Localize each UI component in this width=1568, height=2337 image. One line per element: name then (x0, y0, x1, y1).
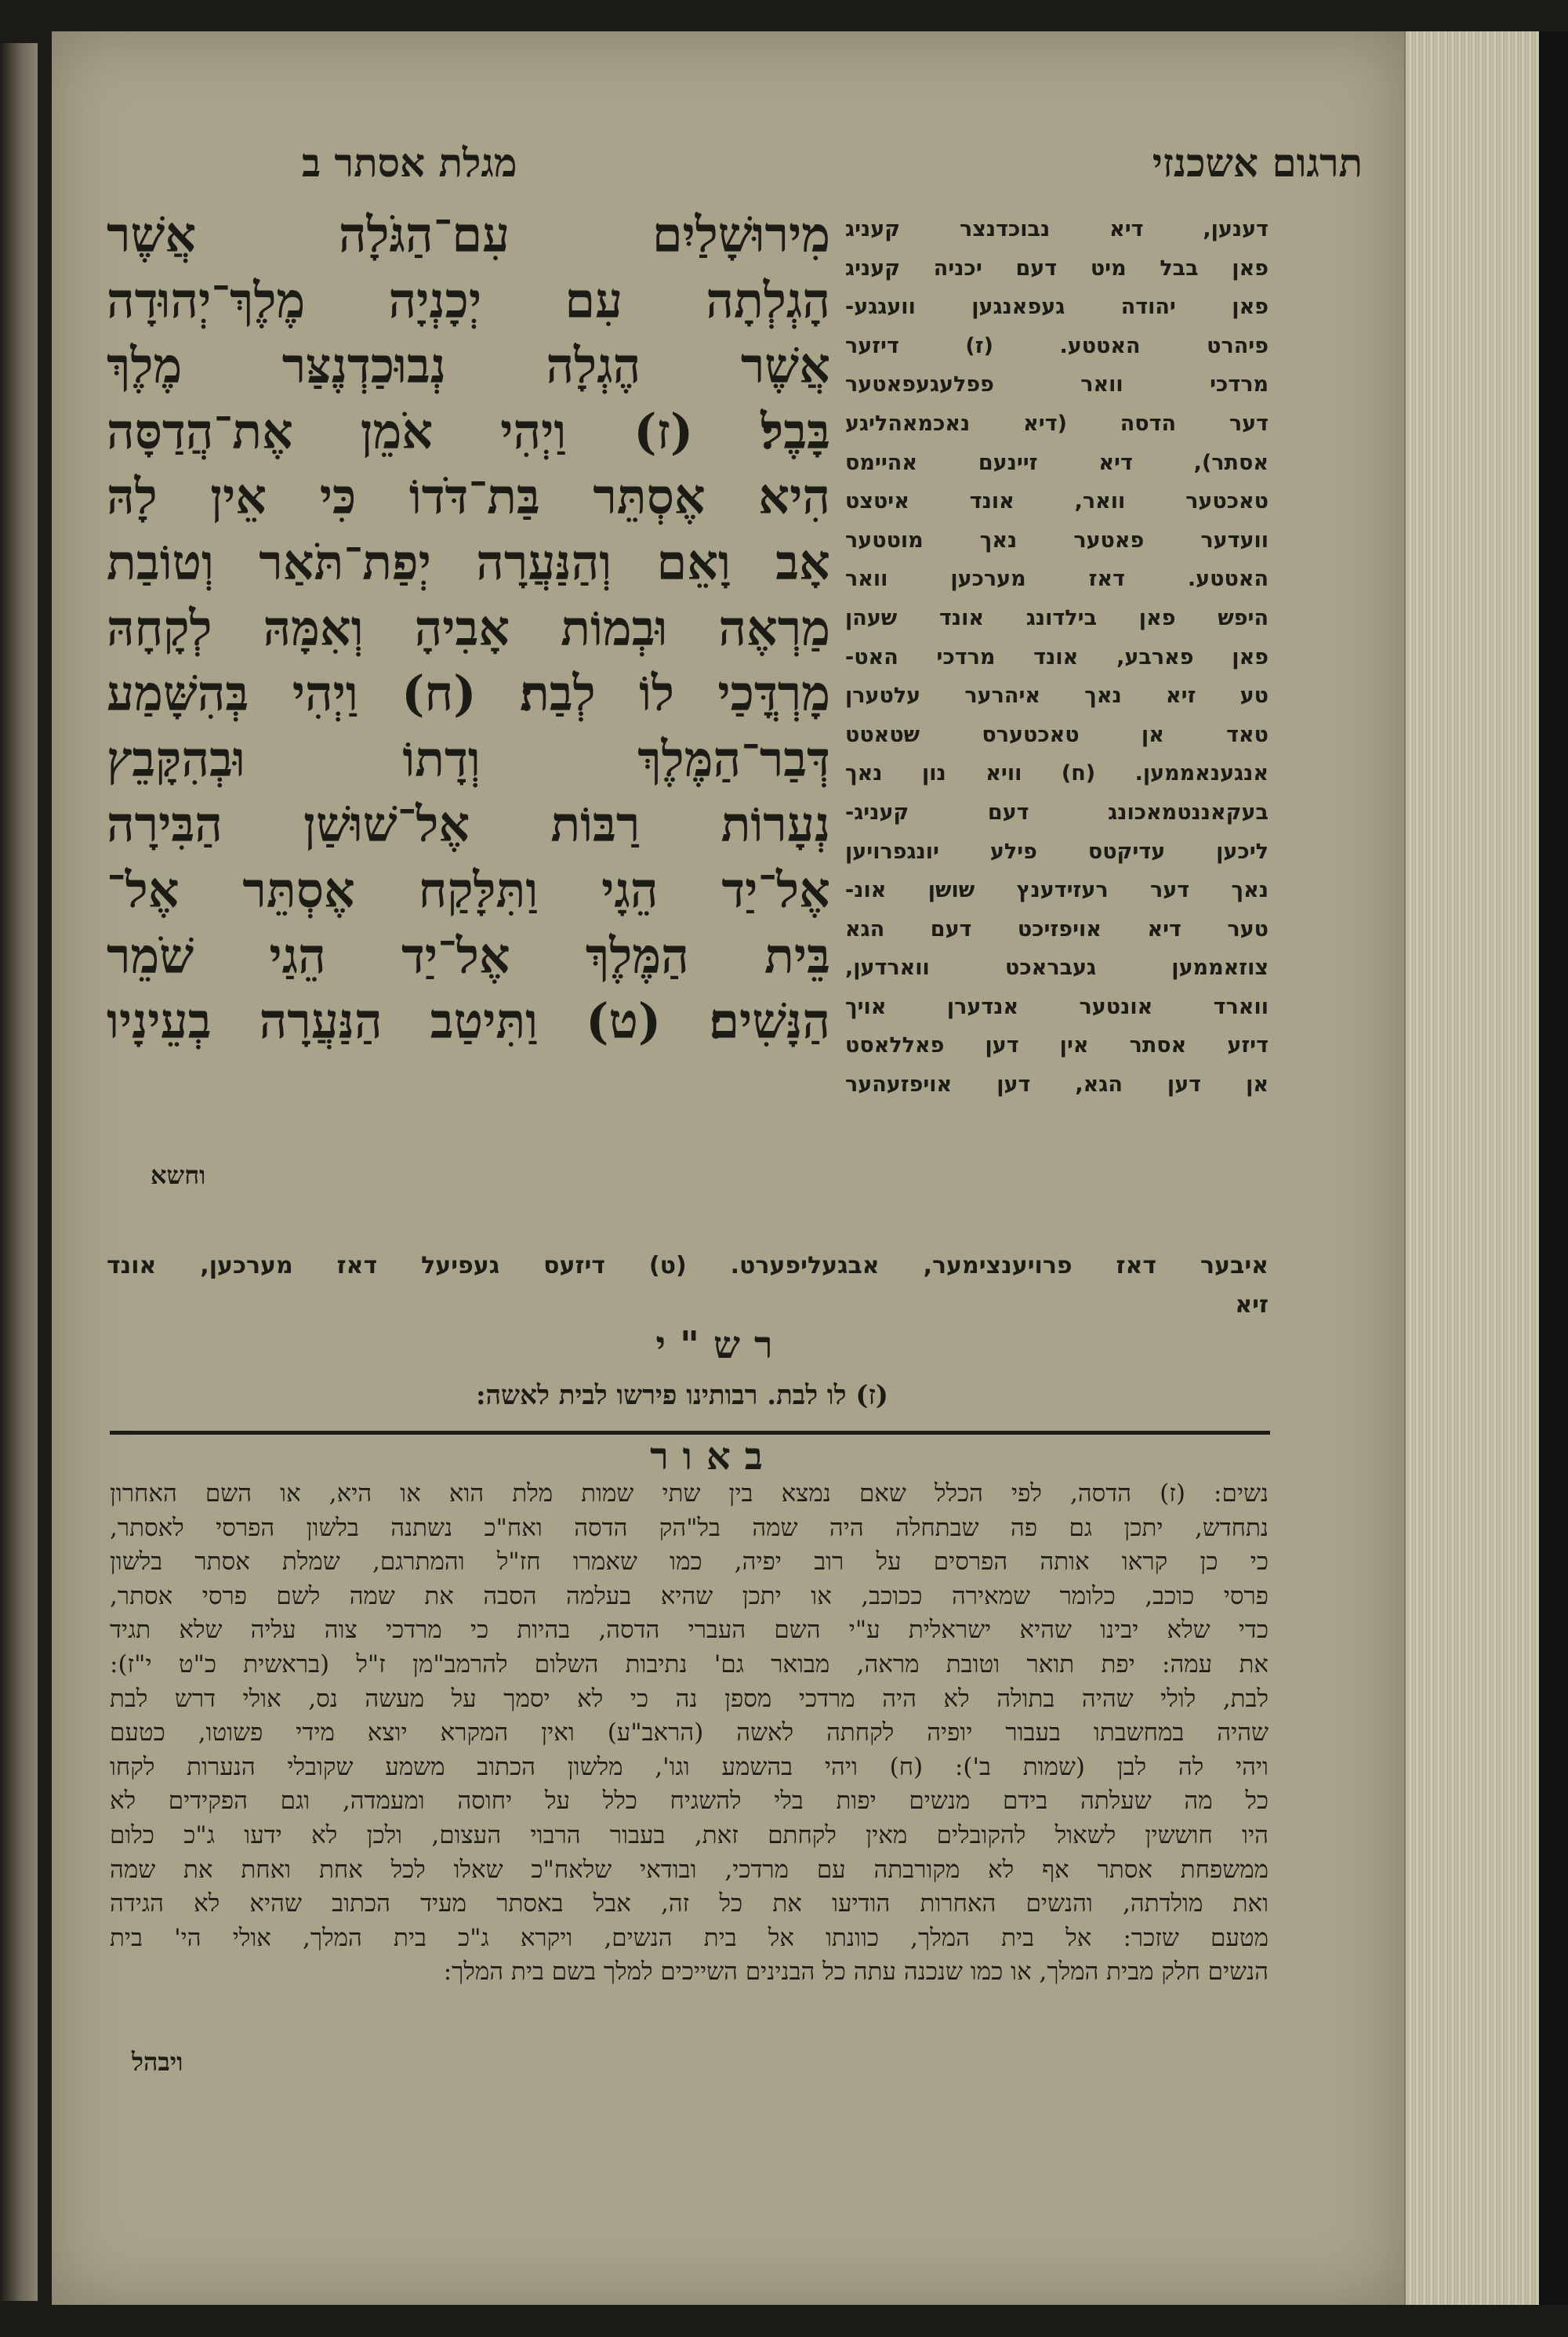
translation-line: טער דיא אויפזיכט דעם הגא (845, 916, 1269, 942)
translation-line: אסתר), דיא זיינעם אהיימס (845, 450, 1269, 475)
main-text-line: דְּבַר־הַמֶּלֶךְ וְדָתוֹ וּבְהִקָּבֵץ (107, 730, 830, 788)
running-header-left: מגלת אסתר ב (302, 140, 517, 186)
translation-line: בעקאננטמאכונג דעם קעניג- (845, 800, 1269, 825)
main-text-line: בֵּית הַמֶּלֶךְ אֶל־יַד הֵגַי שֹׁמֵר (107, 927, 830, 985)
main-text-line: אֲשֶׁר הֶגְלָה נְבוּכַדְנֶצַּר מֶלֶךְ (107, 337, 830, 395)
translation-line: פיהרט האטטע. (ז) דיזער (845, 333, 1269, 358)
translation-line: דיזע אסתר אין דען פאללאסט (845, 1033, 1269, 1058)
translation-line: ליכען עדיקטס פילע יונגפרויען (845, 839, 1269, 864)
hebrew-main-text (107, 202, 830, 1054)
commentary-line: כל מה שעלתה בידם מנשים יפות בלי להשגיח כלל על יחוסה ומעמדה, וגם הפקידים לא (110, 1787, 1269, 1816)
facing-page-edge (0, 43, 38, 2301)
german-translation-column (845, 210, 1269, 1105)
commentary-line: היו חוששין לשאול להקובלים מאין לקחתם זאת, בעבור הרבוי העצום, ולכן לא ידעו ג"כ כלום (110, 1820, 1269, 1849)
translation-line: צוזאממען געבראכט ווארדען, (845, 956, 1269, 981)
translation-line: ווארד אונטער אנדערן אויך (845, 994, 1269, 1019)
translation-line: אן דען הגא, דען אויפזעהער (845, 1072, 1269, 1098)
commentary-line: ממשפחת אסתר אף לא מקורבתה עם מרדכי, ובודאי שלאח"כ שאלו לכל אחת ואחת את שמה (110, 1855, 1269, 1884)
translation-full-line: זיא (1235, 1291, 1269, 1319)
main-text-line: בָּבֶל׃ (ז) וַיְהִי אֹמֵן אֶת־הֲדַסָּה (107, 402, 830, 460)
main-text-line: אָב וָאֵם וְהַנַּעֲרָה יְפַת־תֹּאַר וְטוֹבַת (107, 533, 830, 591)
beur-commentary (110, 1477, 1269, 1990)
page-block-edges (1404, 31, 1539, 2305)
translation-line: פאן בבל מיט דעם יכניה קעניג (845, 256, 1269, 281)
main-text-line: מִירוּשָׁלַיִם עִם־הַגֹּלָה אֲשֶׁר (107, 206, 830, 263)
commentary-line: לבת, לולי שהיה בתולה לא היה מרדכי מספן נה כי לא יסמך על מעשה נס, אולי דרש לבת (110, 1684, 1269, 1713)
translation-line: פאן פארבע, אונד מרדכי האט- (845, 644, 1269, 670)
running-header-right: תרגום אשכנזי (1152, 140, 1363, 186)
main-text-line: הַנָּשִׁים׃ (ט) וַתִּיטַב הַנַּעֲרָה בְעֵינָיו (107, 992, 830, 1051)
page-catchword: ויבהל (132, 2047, 183, 2077)
translation-line: האטטע. דאז מערכען וואר (845, 567, 1269, 592)
main-catchword: וחשא (151, 1160, 206, 1190)
commentary-line: הנשים חלק מבית המלך, או כמו שנכנה עתה כל הבנינים השייכים למלך בשם בית המלך: (443, 1958, 1269, 1987)
commentary-line: שהיה במחשבתו בעבור יופיה לקחתה לאשה (הראב"ע) ואין המקרא יוצא מידי פשוטו, כטעם (110, 1718, 1269, 1747)
beur-title: באור (650, 1435, 777, 1479)
translation-line: היפש פאן בילדונג אונד שעהן (845, 605, 1269, 630)
main-text-line: אֶל־יַד הֵגָי וַתִּלָּקַח אֶסְתֵּר אֶל־ (107, 861, 830, 919)
translation-line: וועדער פאטער נאך מוטטער (845, 528, 1269, 553)
commentary-line: פרסי כוכב, כלומר שמאירה ככוכב, או יתכן שהיא בעלמה הסבה את שמה לשם פרסי אסתר, (110, 1581, 1269, 1610)
translation-line: פאן יהודה געפאנגען וועגגע- (845, 295, 1269, 320)
commentary-line: כדי שלא יבינו שהיא ישראלית ע"י השם העברי הדסה, בהיות כי מרדכי צוה עליה שלא תגיד (110, 1616, 1269, 1645)
commentary-line: ויהי לה לבן (שמות ב'): (ח) ויהי בהשמע וגו', מלשון הכתוב משמע שקובלי הנערות לקחו (110, 1752, 1269, 1781)
main-text-line: מָרְדֳּכַי לוֹ לְבַת׃ (ח) וַיְהִי בְּהִשָּׁמַע (107, 665, 830, 723)
commentary-line: את עמה: יפת תואר וטובת מראה, מבואר גם' נתיבות השלום להרמב"מן ז"ל (בראשית כ"ט י"ז): (110, 1649, 1269, 1678)
translation-line: נאך דער רעזידענץ שושן אונ- (845, 878, 1269, 903)
translation-line: דער הדסה (דיא נאכמאהליגע (845, 411, 1269, 436)
commentary-line: ואת מולדתה, והנשים האחרות הודיעו את כל זה, אבל באסתר מעיד הכתוב שהיא לא הגידה (110, 1889, 1269, 1918)
translation-line: טאד אן טאכטערס שטאטט (845, 722, 1269, 747)
main-text-line: נְעָרוֹת רַבּוֹת אֶל־שׁוּשַׁן הַבִּירָה (107, 796, 830, 854)
translation-full-width (107, 1247, 1269, 1325)
commentary-line: כי כן קראו אותה הפרסים על רוב יפיה, כמו שאמרו חז"ל והמתרגם, שמלת אסתר בלשון (110, 1548, 1269, 1577)
rashi-title: רש"י (655, 1323, 787, 1367)
translation-line: אנגענאממען. (ח) וויא נון נאך (845, 761, 1269, 786)
main-text-line: מַרְאֶה וּבְמוֹת אָבִיהָ וְאִמָּהּ לְקָחָהּ (107, 599, 830, 657)
translation-line: טאכטער וואר, אונד איטצט (845, 489, 1269, 514)
translation-line: מרדכי וואר פפלעגעפאטער (845, 372, 1269, 397)
main-text-line: הִיא אֶסְתֵּר בַּת־דֹּדוֹ כִּי אֵין לָהּ (107, 468, 830, 526)
commentary-line: מטעם שזכר: אל בית המלך, כוונתו אל בית הנשים, ויקרא ג"כ בית המלך, אולי הי' בית (110, 1923, 1269, 1952)
translation-line: דענען, דיא נבוכדנצר קעניג (845, 217, 1269, 241)
commentary-line: נתחדש, יתכן גם פה שבתחלה היה שמה בל"הק הדסה ואח"כ נשתנה בלשון הפרסי לאסתר, (110, 1513, 1269, 1542)
main-text-line: הָגְלְתָה עִם יְכָנְיָה מֶלֶךְ־יְהוּדָה (107, 271, 830, 329)
rashi-text: (ז) לו לבת. רבותינו פירשו לבית לאשה: (475, 1380, 889, 1411)
translation-line: טע זיא נאך איהרער עלטערן (845, 684, 1269, 709)
translation-full-line: איבער דאז פרויענצימער, אבגעליפערט. (ט) דיזעס געפיעל דאז מערכען, אונד (107, 1252, 1269, 1279)
commentary-line: נשים: (ז) הדסה, לפי הכלל שאם נמצא בין שתי שמות מלת הוא או היא, או השם האחרון (110, 1479, 1269, 1508)
